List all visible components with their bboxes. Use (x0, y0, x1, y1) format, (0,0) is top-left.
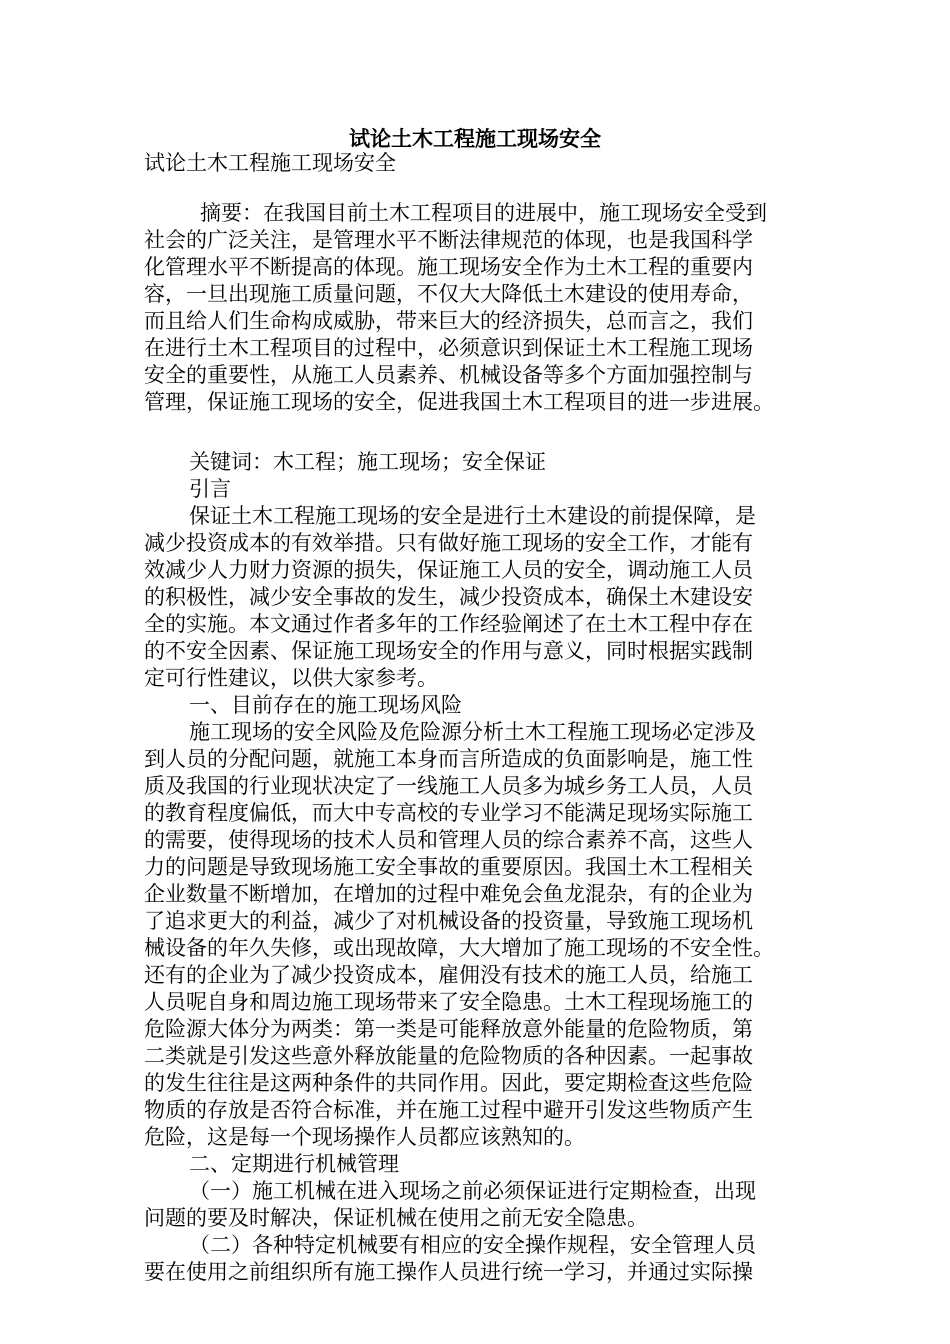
section2-line: 要在使用之前组织所有施工操作人员进行统一学习，并通过实际操 (144, 1260, 753, 1284)
abstract-line: 在进行土木工程项目的过程中，必须意识到保证土木工程施工现场 (144, 336, 753, 360)
section1-line: 危险源大体分为两类：第一类是可能释放意外能量的危险物质，第 (144, 1017, 753, 1041)
abstract-line: 容，一旦出现施工质量问题，不仅大大降低土木建设的使用寿命， (144, 282, 753, 306)
intro-heading: 引言 (189, 477, 231, 501)
section1-line: 力的问题是导致现场施工安全事故的重要原因。我国土木工程相关 (144, 855, 753, 879)
abstract-line: 安全的重要性，从施工人员素养、机械设备等多个方面加强控制与 (144, 363, 753, 387)
section2-line: 问题的要及时解决，保证机械在使用之前无安全隐患。 (144, 1206, 648, 1230)
intro-line: 的积极性，减少安全事故的发生，减少投资成本，确保土木建设安 (144, 585, 753, 609)
section1-line: 的教育程度偏低，而大中专高校的专业学习不能满足现场实际施工 (144, 801, 753, 825)
abstract-line: 摘要：在我国目前土木工程项目的进展中，施工现场安全受到 (200, 201, 767, 225)
intro-line: 定可行性建议，以供大家参考。 (144, 666, 438, 690)
section1-line: 二类就是引发这些意外释放能量的危险物质的各种因素。一起事故 (144, 1044, 753, 1068)
section2-line: （一）施工机械在进入现场之前必须保证进行定期检查，出现 (189, 1179, 756, 1203)
section1-line: 械设备的年久失修，或出现故障，大大增加了施工现场的不安全性。 (144, 936, 774, 960)
document-subtitle: 试论土木工程施工现场安全 (144, 151, 396, 175)
section1-line: 物质的存放是否符合标准，并在施工过程中避开引发这些物质产生 (144, 1098, 753, 1122)
section1-line: 到人员的分配问题，就施工本身而言所造成的负面影响是，施工性 (144, 747, 753, 771)
section1-line: 了追求更大的利益，减少了对机械设备的投资量，导致施工现场机 (144, 909, 753, 933)
abstract-line: 化管理水平不断提高的体现。施工现场安全作为土木工程的重要内 (144, 255, 753, 279)
abstract-line: 而且给人们生命构成威胁，带来巨大的经济损失，总而言之，我们 (144, 309, 753, 333)
section1-line: 人员呢自身和周边施工现场带来了安全隐患。土木工程现场施工的 (144, 990, 753, 1014)
intro-line: 减少投资成本的有效举措。只有做好施工现场的安全工作，才能有 (144, 531, 753, 555)
section1-line: 的发生往往是这两种条件的共同作用。因此，要定期检查这些危险 (144, 1071, 753, 1095)
intro-line: 效减少人力财力资源的损失，保证施工人员的安全，调动施工人员 (144, 558, 753, 582)
abstract-line: 管理，保证施工现场的安全，促进我国土木工程项目的进一步进展。 (144, 390, 774, 414)
section1-line: 还有的企业为了减少投资成本，雇佣没有技术的施工人员，给施工 (144, 963, 753, 987)
section2-heading: 二、定期进行机械管理 (189, 1152, 399, 1176)
section1-line: 企业数量不断增加，在增加的过程中难免会鱼龙混杂，有的企业为 (144, 882, 753, 906)
intro-line: 全的实施。本文通过作者多年的工作经验阐述了在土木工程中存在 (144, 612, 753, 636)
keywords: 关键词：木工程；施工现场；安全保证 (189, 450, 546, 474)
section1-line: 的需要，使得现场的技术人员和管理人员的综合素养不高，这些人 (144, 828, 753, 852)
section1-line: 质及我国的行业现状决定了一线施工人员多为城乡务工人员，人员 (144, 774, 753, 798)
section1-line: 危险，这是每一个现场操作人员都应该熟知的。 (144, 1125, 585, 1149)
intro-line: 的不安全因素、保证施工现场安全的作用与意义，同时根据实践制 (144, 639, 753, 663)
abstract-line: 社会的广泛关注，是管理水平不断法律规范的体现，也是我国科学 (144, 228, 753, 252)
document-title: 试论土木工程施工现场安全 (349, 126, 601, 151)
section1-heading: 一、目前存在的施工现场风险 (189, 693, 462, 717)
intro-line: 保证土木工程施工现场的安全是进行土木建设的前提保障，是 (189, 504, 756, 528)
section1-line: 施工现场的安全风险及危险源分析土木工程施工现场必定涉及 (189, 720, 756, 744)
section2-line: （二）各种特定机械要有相应的安全操作规程，安全管理人员 (189, 1233, 756, 1257)
